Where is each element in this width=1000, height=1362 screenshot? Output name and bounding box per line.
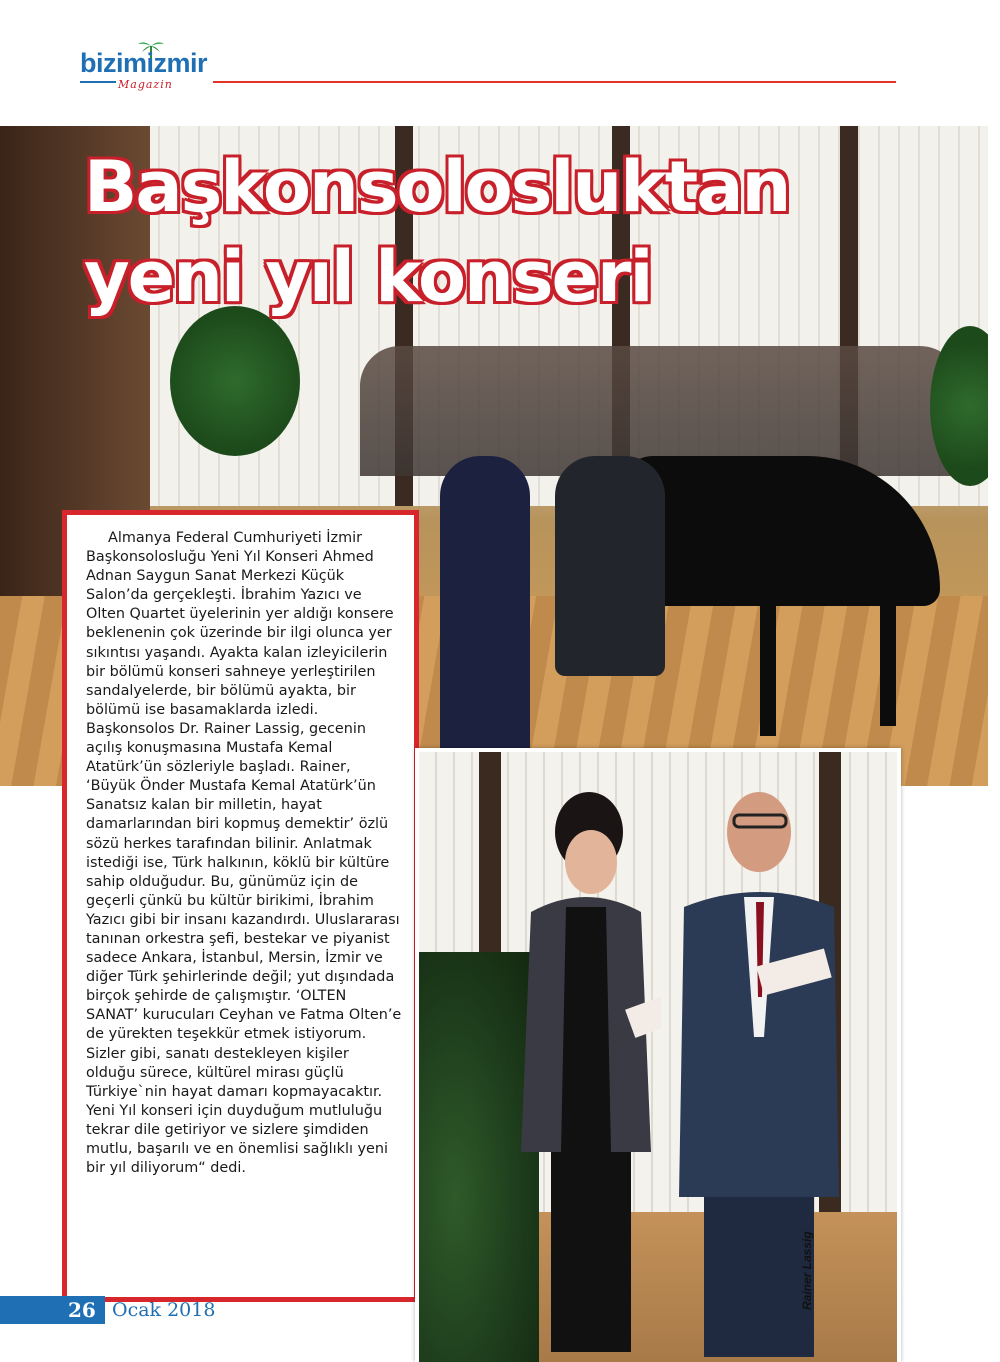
speakers-photo-image xyxy=(419,752,897,1362)
article-headline xyxy=(84,142,964,322)
headline-line-1: Başkonsolosluktan xyxy=(84,146,790,228)
article-text-box xyxy=(62,510,419,1302)
masthead-rule xyxy=(213,81,896,83)
piano-leg xyxy=(760,596,776,736)
violinist xyxy=(440,456,530,786)
consul-general xyxy=(664,777,844,1362)
magazine-logo[interactable]: bizimizmir xyxy=(80,48,208,78)
magazine-logo-subtitle: Magazin xyxy=(118,78,173,91)
issue-date: Ocak 2018 xyxy=(112,1299,216,1321)
article-body: Almanya Federal Cumhuriyeti İzmir Başkonsolosluğu Yeni Yıl Konseri Ahmed Adnan Saygun Sanat Merkezi Küçük Salon’da gerçekleşti. İbrahim Yazıcı ve Olten Quartet üyelerinin yer aldığı konsere beklenenin çok üzerinde bir ilgi olunca yer sıkıntısı yaşandı. Ayakta kalan izleyicilerin bir bölümü konseri sahneye yerleştirilen sandalyelerde, bir bölümü ayakta, bir bölümü ise basamaklarda izledi. Başkonsolos Dr. Rainer Lassig, gecenin açılış konuşmasına Mustafa Kemal Atatürk’ün sözleriyle başladı. Rainer, ‘Büyük Önder Mustafa Kemal Atatürk’ün Sanatsız kalan bir milletin, hayat damarlarından biri kopmuş demektir’ özlü sözü herkes tarafından bilinir. Anlatmak istediği ise, Türk halkının, köklü bir kültüre sahip olduğudur. Bu, günümüz için de geçerli çünkü bu kültür birikimi, İbrahim Yazıcı gibi bir insanı kazandırdı. Uluslararası tanınan orkestra şefi, bestekar ve piyanist sadece Ankara, İstanbul, Mersin, İzmir ve diğer Türk şehirlerinde değil; yut dışındada birçok şehirde de çalışmıştır. ‘OLTEN SANAT’ kurucuları Ceyhan ve Fatma Olten’e de yürekten teşekkür etmek istiyorum. Sizler gibi, sanatı destekleyen kişiler olduğu sürece, kültürel mirası güçlü Türkiye`nin hayat damarı kopmayacaktır. Yeni Yıl konseri için duyduğum mutluluğu tekrar dile getiriyor ve sizlere şimdiden mutlu, başarılı ve en önemlisi sağlıklı yeni bir yıl diliyorum“ dedi. xyxy=(86,530,402,1177)
speakers-photo xyxy=(415,748,901,1362)
masthead-rule-left xyxy=(80,81,116,83)
masthead xyxy=(80,40,900,100)
poinsettia-plant xyxy=(170,306,300,456)
page-number: 26 xyxy=(68,1298,96,1322)
piano-leg xyxy=(880,586,896,726)
photo-credit: Rainer Lassig xyxy=(800,1231,814,1310)
pianist xyxy=(555,456,665,676)
woman-presenter xyxy=(511,792,661,1362)
headline-line-2: yeni yıl konseri xyxy=(84,236,652,318)
